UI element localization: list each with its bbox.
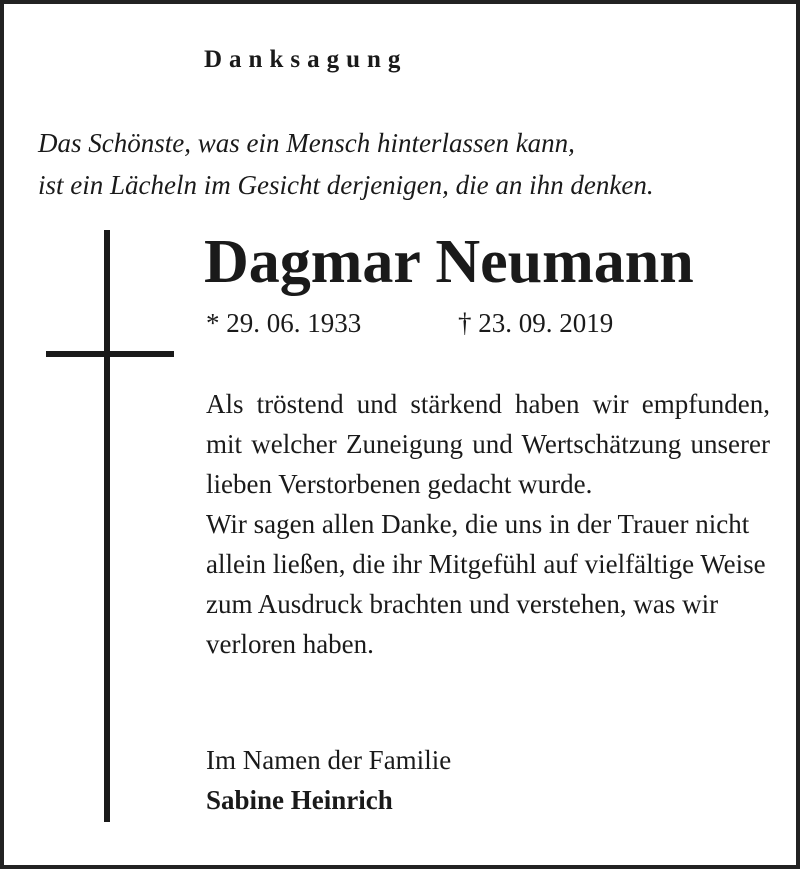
signoff-line: Im Namen der Familie [206,745,452,775]
quote-line-2: ist ein Lächeln im Gesicht derjenigen, die an ihn denken. [38,170,654,200]
heading-danksagung: Danksagung [204,46,408,73]
birth-date: * 29. 06. 1933 [206,308,362,338]
cross-vertical-bar [104,230,110,822]
thanks-paragraph-2: Wir sagen allen Danke, die uns in der Trauer nicht allein ließen, die ihr Mitgefühl auf vielfältige Weise zum Ausdruck brachten und verstehen, was wir verloren haben. [206,509,766,659]
thanks-text [206,384,770,664]
thanks-paragraph-1: Als tröstend und stärkend haben wir empfunden, mit welcher Zuneigung und Wertschätzung unserer lieben Verstorbenen gedacht wurde. [206,389,770,499]
deceased-name: Dagmar Neumann [204,228,694,296]
signer-name: Sabine Heinrich [206,785,393,815]
cross-horizontal-bar [46,351,174,357]
quote-line-1: Das Schönste, was ein Mensch hinterlassen kann, [38,128,575,158]
epigraph-quote [38,122,778,206]
death-date: † 23. 09. 2019 [458,308,614,338]
